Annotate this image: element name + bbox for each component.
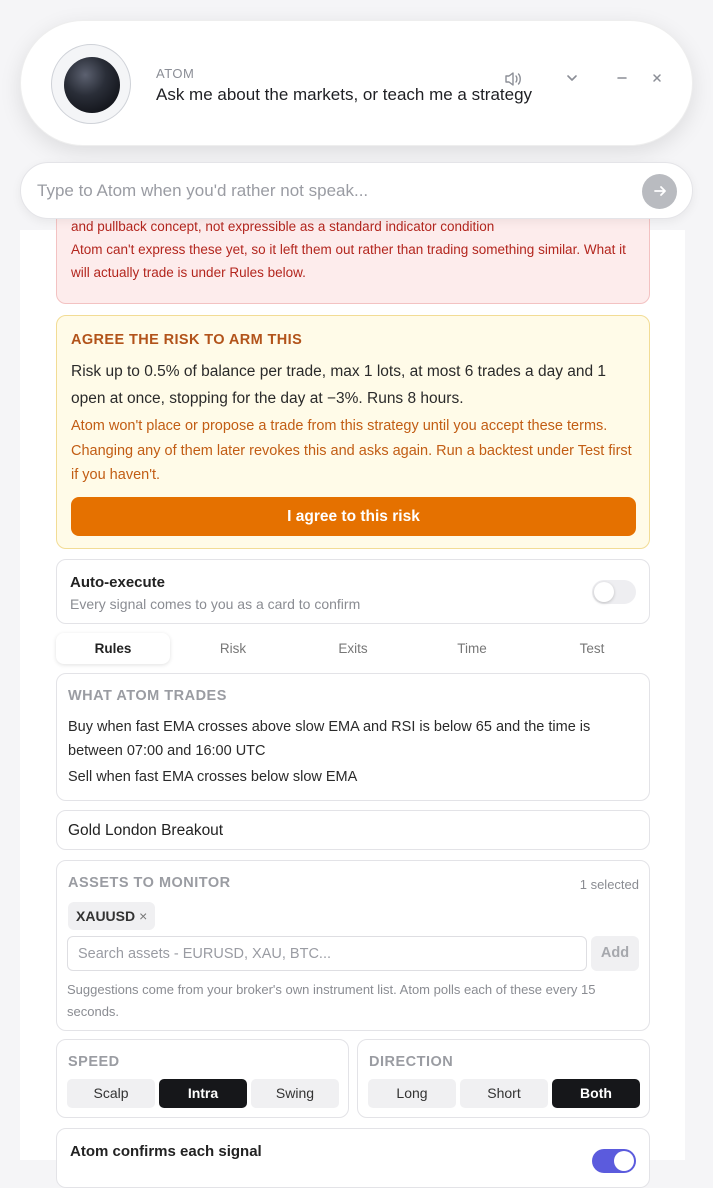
- tab-test[interactable]: Test: [579, 641, 605, 656]
- strategy-name-field: [56, 810, 650, 850]
- asset-search-input[interactable]: [67, 936, 587, 971]
- atom-header: [20, 20, 693, 146]
- what-atom-trades-card: [56, 673, 650, 801]
- auto-execute-toggle[interactable]: [592, 580, 636, 604]
- assistant-prompt: Ask me about the markets, or teach me a strategy: [156, 85, 533, 104]
- add-asset-button[interactable]: Add: [591, 936, 639, 971]
- risk-note: Atom won't place or propose a trade from this strategy until you accept these terms. Changing any of them later revokes this and asks again. Run a backtest under Test first if you haven't.: [71, 418, 632, 483]
- confirm-signal-row: [56, 1128, 650, 1188]
- speed-option-swing[interactable]: Swing: [251, 1079, 339, 1108]
- strategy-panel: [20, 219, 685, 1160]
- buy-rule: Buy when fast EMA crosses above slow EMA and RSI is below 65 and the time is between 07:00 and 16:00 UTC: [68, 719, 591, 759]
- assets-heading: ASSETS TO MONITOR: [68, 875, 231, 891]
- speaker-icon[interactable]: [501, 71, 525, 91]
- tab-rules[interactable]: Rules: [56, 633, 170, 664]
- auto-execute-row: [56, 559, 650, 624]
- direction-card: [357, 1039, 650, 1118]
- toggle-knob: [614, 1151, 634, 1171]
- auto-execute-subtitle: Every signal comes to you as a card to confirm: [70, 596, 361, 612]
- asset-chip: [68, 902, 155, 930]
- speed-heading: SPEED: [68, 1054, 120, 1070]
- agree-risk-button[interactable]: I agree to this risk: [71, 497, 636, 536]
- direction-option-short[interactable]: Short: [460, 1079, 548, 1108]
- assets-hint: Suggestions come from your broker's own instrument list. Atom polls each of these every 15 seconds.: [67, 982, 596, 1019]
- asset-chip-label: XAUUSD: [76, 908, 136, 924]
- tab-exits[interactable]: Exits: [338, 641, 368, 656]
- atom-orb-icon: [64, 57, 120, 113]
- brand-label: ATOM: [156, 66, 195, 81]
- confirm-signal-title: Atom confirms each signal: [70, 1143, 262, 1160]
- auto-execute-title: Auto-execute: [70, 574, 166, 591]
- atom-orb-button[interactable]: [51, 44, 131, 124]
- direction-heading: DIRECTION: [369, 1054, 454, 1070]
- minimize-icon[interactable]: [610, 71, 634, 89]
- warning-explanation: Atom can't express these yet, so it left them out rather than trading something similar. What it will actually trade is under Rules below.: [71, 242, 626, 280]
- sell-rule: Sell when fast EMA crosses below slow EMA: [68, 769, 358, 785]
- assets-card: [56, 860, 650, 1031]
- message-bar: [20, 162, 693, 219]
- strategy-name-input[interactable]: [68, 820, 628, 842]
- send-button[interactable]: [642, 174, 677, 209]
- direction-option-both[interactable]: Both: [552, 1079, 640, 1108]
- chevron-down-icon[interactable]: [560, 71, 584, 89]
- message-input[interactable]: [37, 177, 637, 205]
- remove-asset-icon[interactable]: ×: [139, 908, 148, 924]
- direction-option-long[interactable]: Long: [368, 1079, 456, 1108]
- tab-risk[interactable]: Risk: [219, 641, 247, 656]
- speed-option-scalp[interactable]: Scalp: [67, 1079, 155, 1108]
- warning-line: and pullback concept, not expressible as a standard indicator condition: [71, 219, 495, 234]
- tab-time[interactable]: Time: [457, 641, 487, 656]
- close-icon[interactable]: [645, 71, 669, 89]
- risk-agreement-card: [56, 315, 650, 549]
- speed-card: [56, 1039, 349, 1118]
- trades-heading: WHAT ATOM TRADES: [68, 688, 227, 704]
- risk-terms: Risk up to 0.5% of balance per trade, max 1 lots, at most 6 trades a day and 1 open at once, stopping for the day at −3%. Runs 8 hours.: [71, 363, 607, 407]
- speed-option-intra[interactable]: Intra: [159, 1079, 247, 1108]
- risk-heading: AGREE THE RISK TO ARM THIS: [71, 332, 303, 348]
- strategy-tabs: [56, 633, 650, 664]
- confirm-signal-toggle[interactable]: [592, 1149, 636, 1173]
- assets-count: 1 selected: [579, 877, 639, 892]
- toggle-knob: [594, 582, 614, 602]
- unsupported-rules-warning: [56, 210, 650, 304]
